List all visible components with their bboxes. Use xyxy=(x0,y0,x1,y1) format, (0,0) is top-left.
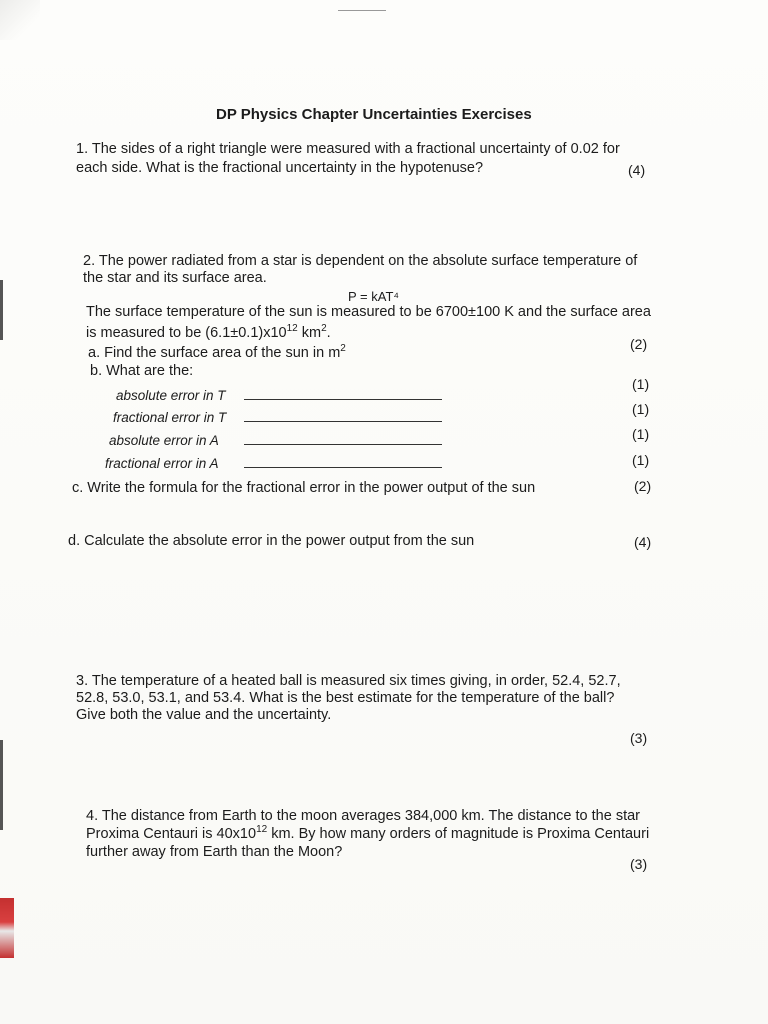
sub-fractional-error-A: fractional error in A xyxy=(105,456,219,471)
question-2-line-2: the star and its surface area. xyxy=(83,270,267,286)
question-2c-marks: (2) xyxy=(634,478,652,494)
question-4-line-3: further away from Earth than the Moon? xyxy=(86,844,343,860)
sub-marks: (1) xyxy=(632,401,650,417)
question-4-line-2: Proxima Centauri is $40x10^{12}$ km. By how many orders of magnitude is Proxima Centauri xyxy=(86,824,650,842)
question-4-line-1: 4. The distance from Earth to the moon averages 384,000 km. The distance to the star xyxy=(86,808,641,824)
page-edge-shadow xyxy=(0,740,3,830)
answer-blank-absolute-error-T[interactable] xyxy=(244,399,442,400)
page-edge-shadow xyxy=(0,280,3,340)
question-2a-marks: (2) xyxy=(630,336,648,352)
power-formula: P = kAT⁴ xyxy=(348,289,399,304)
question-1-marks: (4) xyxy=(628,162,646,178)
question-1-line-2: each side. What is the fractional uncertainty in the hypotenuse? xyxy=(76,160,484,176)
sub-absolute-error-T: absolute error in T xyxy=(116,388,226,403)
question-2c: c. Write the formula for the fractional error in the power output of the sun xyxy=(72,480,536,496)
answer-blank-absolute-error-A[interactable] xyxy=(244,444,442,445)
sub-absolute-error-A: absolute error in A xyxy=(109,433,219,448)
question-3-marks: (3) xyxy=(630,730,648,746)
page-title: DP Physics Chapter Uncertainties Exercises xyxy=(216,106,532,123)
paper-corner-shadow xyxy=(0,0,40,40)
question-2-line-1: 2. The power radiated from a star is dependent on the absolute surface temperature of xyxy=(83,253,638,269)
question-4-marks: (3) xyxy=(630,856,648,872)
binder-edge xyxy=(0,898,14,958)
question-1-line-1: 1. The sides of a right triangle were measured with a fractional uncertainty of 0.02 for xyxy=(76,141,620,157)
answer-blank-fractional-error-A[interactable] xyxy=(244,467,442,468)
answer-blank-fractional-error-T[interactable] xyxy=(244,421,442,422)
question-2-line-4: is measured to be $(6.1\pm 0.1)x10^{12}$ $km^2$. xyxy=(86,323,331,341)
question-3-line-2: 52.8, 53.0, 53.1, and 53.4. What is the best estimate for the temperature of the ball? xyxy=(76,690,615,706)
sub-fractional-error-T: fractional error in T xyxy=(113,410,227,425)
question-3-line-1: 3. The temperature of a heated ball is measured six times giving, in order, 52.4, 52.7, xyxy=(76,673,621,689)
question-2a: a. Find the surface area of the sun in $m^2$ xyxy=(88,343,346,361)
sub-marks: (1) xyxy=(632,452,650,468)
scan-mark xyxy=(338,10,386,11)
question-2b: b. What are the: xyxy=(90,363,194,379)
question-2d: d. Calculate the absolute error in the power output from the sun xyxy=(68,533,475,549)
question-2-line-3: The surface temperature of the sun is measured to be 6700±100 K and the surface area xyxy=(86,304,651,320)
question-3-line-3: Give both the value and the uncertainty. xyxy=(76,707,332,723)
sub-marks: (1) xyxy=(632,376,650,392)
question-2d-marks: (4) xyxy=(634,534,652,550)
sub-marks: (1) xyxy=(632,426,650,442)
